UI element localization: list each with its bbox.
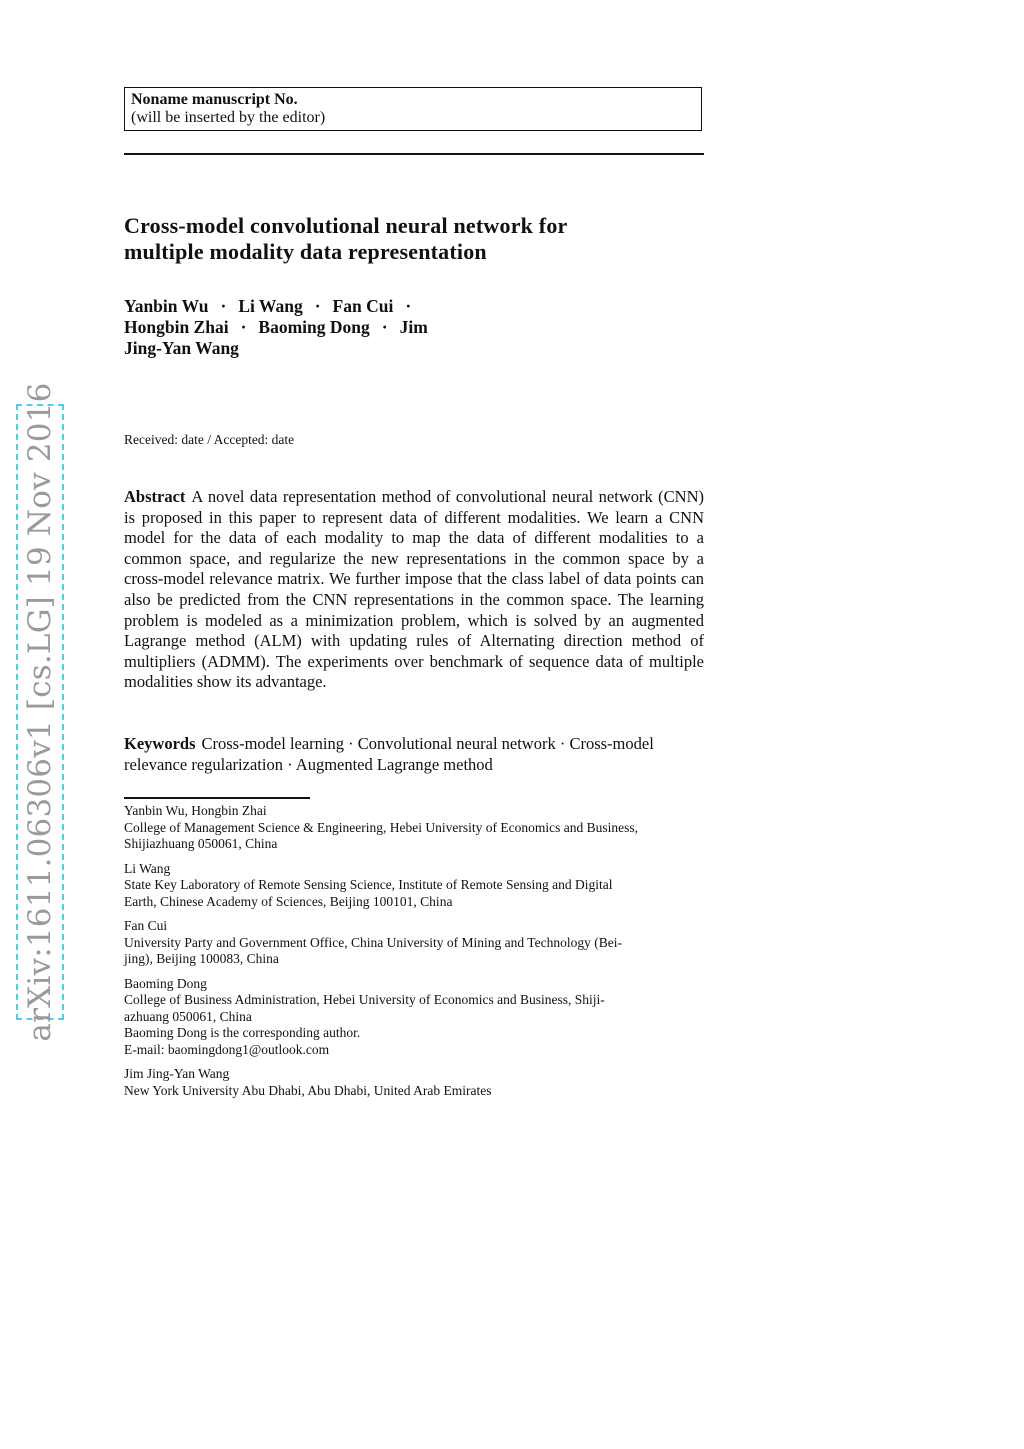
paper-title [124,213,704,265]
affiliation-block [124,976,704,1059]
author-name: Yanbin Wu [124,296,209,316]
affiliation-line: State Key Laboratory of Remote Sensing Science, Institute of Remote Sensing and Digital [124,877,613,892]
affiliation-line: Earth, Chinese Academy of Sciences, Beijing 100101, China [124,893,453,909]
affiliation-line: College of Management Science & Engineering, Hebei University of Economics and Business, [124,819,638,835]
arxiv-stamp: arXiv:1611.06306v1 [cs.LG] 19 Nov 2016 [22,382,58,1042]
author-separator: · [240,317,247,337]
manuscript-box [124,87,702,131]
affiliation-line: College of Business Administration, Hebei University of Economics and Business, Shiji- [124,992,605,1007]
author-name: Jim [399,317,428,337]
affiliation-names: Li Wang [124,860,171,876]
abstract [124,487,704,693]
affiliation-block [124,803,704,853]
manuscript-note: (will be inserted by the editor) [131,109,326,126]
affiliation-names: Yanbin Wu, Hongbin Zhai [124,803,267,818]
affiliation-names: Baoming Dong [124,975,207,991]
author-name: Baoming Dong [258,317,370,337]
author-name: Fan Cui [332,296,394,316]
abstract-text: A novel data representation method of convolutional neural network (CNN) is proposed in this paper to represent data of different modalities. We learn a CNN model for the data of each modality to map the data of different modalities to a common space, and regularize the new representations in the common space by a cross-model relevance matrix. We further impose that the class label of data points can also be predicted from the CNN representations in the common space. The learning problem is modeled as a minimization problem, which is solved by an augmented Lagrange method (ALM) with updating rules of Alternating direction method of multipliers (ADMM). The experiments over benchmark of sequence data of multiple modalities show its advantage. [124,487,704,692]
author-line-3 [124,338,704,359]
author-name: Hongbin Zhai [124,317,229,337]
author-separator: · [405,296,412,316]
affiliation-block [124,861,704,911]
keywords-text: Cross-model learning · Convolutional neural network · Cross-model relevance regularization · Augmented Lagrange method [124,734,654,774]
received-date: Received: date / Accepted: date [124,432,295,447]
title-line-1: Cross-model convolutional neural network for [124,213,568,238]
corresponding-author-note: Baoming Dong is the corresponding author. [124,1025,361,1040]
affiliation-names: Jim Jing-Yan Wang [124,1066,230,1081]
affiliation-block [124,1066,704,1099]
author-line-1 [124,296,704,317]
author-line-2 [124,317,704,338]
author-name: Li Wang [238,296,303,316]
author-separator: · [314,296,321,316]
affiliations [124,803,704,1107]
affiliation-line: New York University Abu Dhabi, Abu Dhabi, United Arab Emirates [124,1082,492,1098]
affiliation-line: Shijiazhuang 050061, China [124,836,278,851]
author-list [124,296,704,359]
header-rule [124,153,704,155]
affiliation-line: University Party and Government Office, China University of Mining and Technology (Bei- [124,934,622,950]
affiliation-names: Fan Cui [124,918,168,933]
abstract-label: Abstract [124,487,186,506]
author-separator: · [220,296,227,316]
manuscript-title: Noname manuscript No. [131,91,298,108]
affiliation-line: jing), Beijing 100083, China [124,951,279,966]
author-name: Jing-Yan Wang [124,338,239,358]
author-email: E-mail: baomingdong1@outlook.com [124,1041,330,1057]
affiliation-block [124,918,704,968]
title-line-2: multiple modality data representation [124,239,487,264]
keywords [124,734,704,775]
footnote-rule [124,797,310,799]
affiliation-line: azhuang 050061, China [124,1008,252,1024]
keywords-label: Keywords [124,734,196,753]
author-separator: · [381,317,388,337]
